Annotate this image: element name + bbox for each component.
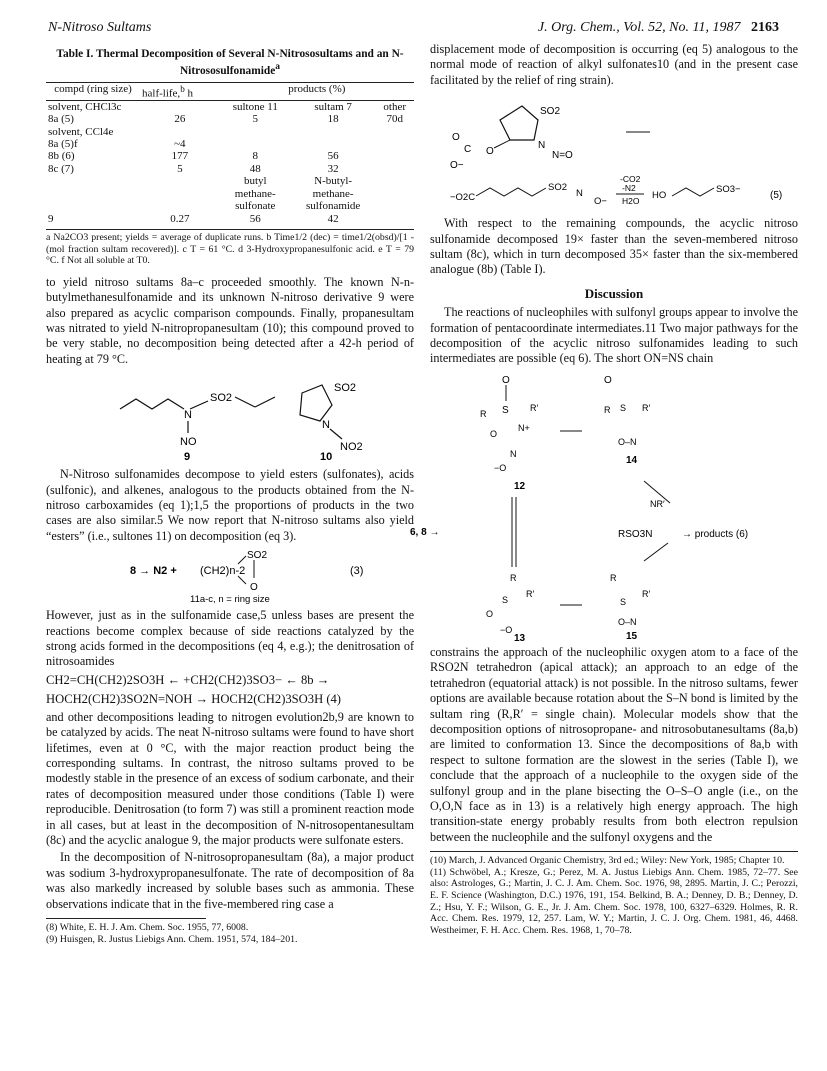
running-title: N-Nitroso Sultams	[48, 20, 152, 35]
eq-text: 8 → N2 +	[130, 565, 177, 578]
atom-label: O	[486, 146, 494, 158]
table-row	[46, 126, 414, 138]
table-cell: 56	[327, 150, 339, 163]
atom-label: HO	[652, 190, 667, 202]
table-cell: methane-	[234, 187, 276, 200]
atom-label: O	[502, 374, 510, 386]
right-column	[410, 42, 798, 936]
table-cell	[375, 126, 414, 138]
table-cell	[375, 188, 414, 200]
table-row	[46, 100, 414, 113]
footnote-9: (9) Huisgen, R. Justus Liebigs Ann. Chem. 1951, 574, 184–201.	[46, 933, 298, 945]
table-cell	[291, 126, 376, 138]
atom-label: SO2	[548, 182, 568, 194]
eq-text: H2O	[622, 196, 640, 207]
footnote-8: (8) White, E. H. J. Am. Chem. Soc. 1955, 77, 6008.	[46, 922, 249, 934]
atom-label: S	[502, 404, 509, 416]
table-cell: 8c (7)	[48, 162, 74, 175]
compound-number: 10	[320, 451, 333, 464]
table-cell	[46, 175, 140, 187]
atom-label: −O	[494, 462, 507, 473]
table-cell: 70d	[386, 113, 403, 126]
table-cell: 18	[327, 113, 339, 126]
atom-label: NO	[180, 436, 197, 449]
table-cell: sulfonate	[235, 200, 276, 213]
eq-caption: 11a-c, n = ring size	[190, 594, 270, 606]
eq-text: (CH2)n-2	[200, 565, 246, 578]
compound-number: 14	[626, 454, 638, 466]
footnote-11: (11) Schwöbel, A.; Kresze, G.; Perez, M. A. Justus Liebigs Ann. Chem. 1985, 72–77. See also: Astrologes, G.; Martin, J. C. J. Am. Chem. Soc. 1976, 98, 2895. Martin, J. C.; Perozzi, E. F. Science (Washington, D.C.) 1976, 191, 154. Belkind, B. A.; Denney, D. B.; Denney, D. Z.; Hsu, Y. F.; Wilson, G. E., Jr. J. Am. Chem. Soc. 1978, 100, 6327–6329. Holmes, R. R. Acc. Chem. Res. 1979, 12, 257. Lam, W. Y.; Martin, J. C. J. Org. Chem. 1981, 46, 4468. Westheimer, F. H. Acc. Chem. Res. 1968, 1, 70–78.	[430, 866, 798, 936]
atom-label: −O2C	[450, 192, 476, 204]
table-row	[46, 150, 414, 162]
table-cell: 5	[252, 113, 259, 126]
left-column	[46, 42, 414, 945]
section-heading: Discussion	[584, 285, 644, 301]
table-cell: 8b (6)	[48, 150, 75, 163]
compound-number: 13	[514, 632, 526, 644]
table-cell	[220, 126, 291, 138]
eq-text: → products (6)	[682, 528, 749, 540]
equation-3	[50, 548, 410, 604]
eq-number: (5)	[770, 190, 783, 202]
atom-label: R′	[642, 402, 651, 413]
atom-label: O	[604, 374, 612, 386]
atom-label: O–N	[618, 616, 637, 627]
table-cell	[140, 100, 220, 113]
table-cell: sultone 11	[232, 100, 278, 113]
journal-citation	[538, 20, 779, 36]
table-cell	[46, 200, 140, 212]
atom-label: SO2	[247, 550, 268, 562]
table-cell	[291, 138, 376, 150]
table-cell: N-butyl-	[314, 175, 353, 188]
table-cell	[375, 163, 414, 175]
atom-label: O	[452, 132, 460, 144]
atom-label: R	[480, 408, 487, 419]
table-row	[46, 200, 414, 212]
equation-4-line2: HOCH2(CH2)3SO2N=NOH → HOCH2(CH2)3SO3H (4)	[46, 691, 342, 706]
atom-label: S	[620, 402, 627, 413]
paragraph: However, just as in the sulfonamide case,5 unless bases are present the reactions become complex because of side reactions catalyzed by the strong acids formed in the decompositions (eq 4, e.g.); the denitrosation of nitrosoamides	[46, 608, 414, 669]
table-cell	[140, 188, 220, 200]
atom-label: S	[502, 594, 509, 605]
table-cell: solvent, CHCl3c	[48, 100, 122, 113]
compound-number: 12	[514, 480, 526, 492]
atom-label: N+	[518, 422, 530, 433]
journal-name: J. Org. Chem.,	[537, 20, 620, 35]
table-cell: 32	[327, 162, 339, 175]
eq-text: -CO2	[620, 174, 641, 185]
page-number: 2163	[751, 20, 779, 35]
atom-label: R	[604, 404, 611, 415]
table-header: products (%)	[288, 82, 346, 95]
table-cell	[140, 126, 220, 138]
table-cell: solvent, CCl4e	[48, 125, 114, 138]
atom-label: R	[510, 572, 517, 583]
equation-6	[410, 371, 798, 644]
table-row	[46, 138, 414, 150]
table-cell	[375, 200, 414, 212]
atom-label: C	[464, 144, 472, 156]
atom-label: N=O	[552, 150, 573, 162]
atom-label: S	[620, 596, 627, 607]
atom-label: N	[576, 188, 583, 200]
table-cell: 8	[252, 150, 259, 163]
atom-label: N	[510, 448, 517, 459]
table-row	[46, 188, 414, 200]
atom-label: O–N	[618, 436, 637, 447]
atom-label: R	[610, 572, 617, 583]
table-cell: 56	[249, 212, 261, 225]
atom-label: N	[538, 140, 546, 152]
table-cell: sultam 7	[314, 100, 352, 113]
table-cell: 8a (5)f	[48, 138, 78, 151]
paragraph: to yield nitroso sultams 8a–c proceeded smoothly. The known N-n-butylmethanesulfonamide and its unknown N-nitroso derivative 9 were also prepared as acyclic comparison compounds. Finally, propanesultam was nitrated to yield N-nitropropanesultam (10); this compound proved to be very stable, no decomposition being detected after a 42-h period of heating at 79 °C.	[46, 274, 414, 366]
atom-label: SO3−	[716, 184, 741, 196]
table-cell: 5	[177, 162, 183, 175]
table-cell: 177	[171, 150, 189, 163]
table-cell	[375, 138, 414, 150]
paragraph: In the decomposition of N-nitrosopropanesultam (8a), a major product was sodium 3-hydroxypropanesulfonate. The rate of decomposition of 8a was also markedly increased by soluble bases such as ammonia. These observations indicate that in the five-membered ring case a	[46, 850, 414, 911]
footnote-10: (10) March, J. Advanced Organic Chemistry, 3rd ed.; Wiley: New York, 1985; Chapter 10.	[430, 855, 785, 867]
table-header: half-life,$^b$ h	[142, 83, 194, 100]
table-cell: butyl	[243, 175, 267, 188]
table-cell	[375, 150, 414, 162]
table-footnote: a Na2CO3 present; yields = average of duplicate runs. b Time1/2 (dec) = time1/2(obsd)/[1 - (mol fraction sultam recovered)]. c T = 61 °C. d 3-Hydroxypropanesulfonic acid. e T = 79 °C. f Not all soluble at T0.	[46, 229, 414, 267]
table-row	[46, 213, 414, 225]
paragraph: and other decompositions leading to nitrogen evolution2b,9 are known to be catalyzed by acids. The neat N-nitroso sultams were found to have short lifetimes, even at 0 °C, with the major reaction product being the corresponding sultams. In contrast, the nitroso sultams proved to be modestly stable in the presence of an excess of sodium carbonate, and their rates of decomposition measured under those conditions (Table I) were reproducible. Denitrosation (to form 7) was still a prominent reaction mode in all cases, but at least in the decomposition of N-nitrosopentanesultam (8c) and the acyclic analogue 9, the major products were sulfonate esters.	[46, 709, 414, 848]
atom-label: O	[486, 608, 494, 619]
atom-label: R′	[526, 588, 535, 599]
paragraph: constrains the approach of the nucleophilic oxygen atom to a face of the RSO2N tetrahedron (apical attack); an approach to an edge of the tetrahedron (equatorial attack) is not possible. In the nitroso sultams, fewer options are available because rotation about the S–N bond is limited by the sultam ring (R,R′ = single chain). Molecular models show that the decomposition options of nitrosopropane- and nitrosobutanesultams (8a,b) are limited to conformation 13. Since the decompositions of 8a,b with respect to sultone formation are the slowest in the series (Table I), we conclude that the approach of a nucleophile to the oxygen side of the sulfonyl group and in the plane bisecting the O–S–O angle (i.e., on the O,O,N face as in 13) is a relatively high energy approach. The high transition-state energy probably results from both electron repulsion between the nucleophile and the sulfonyl oxygens and the	[430, 644, 798, 844]
table-row	[46, 113, 414, 125]
table-cell: 9	[48, 212, 54, 225]
paragraph: With respect to the remaining compounds, the acyclic nitroso sulfonamide decomposed 19× faster than the seven-membered nitroso sultam (8c), which in turn decomposed 35× faster than the six-membered analogue (8b) (Table I).	[430, 216, 798, 277]
atom-label: N	[184, 409, 192, 422]
atom-label: SO2	[334, 382, 357, 395]
table-cell	[375, 175, 414, 187]
atom-label: N	[322, 419, 330, 432]
eq-text: -N2	[622, 183, 636, 194]
atom-label: −O	[500, 624, 513, 635]
atom-label: R′	[530, 402, 539, 413]
table-cell: methane-	[312, 187, 354, 200]
table-cell	[220, 138, 291, 150]
paragraph: displacement mode of decomposition is occurring (eq 5) analogous to the normal mode of reaction of alkyl sulfonates10 (and in the present case facilitated by the relief of ring strain).	[430, 42, 798, 87]
atom-label: SO2	[540, 106, 561, 118]
table-cell: 26	[174, 113, 186, 126]
table-caption: Table I. Thermal Decomposition of Several N-Nitrososultams and an N-Nitrososulfonamide$^a$	[56, 48, 404, 77]
compound-number: 9	[184, 451, 191, 464]
atom-label: R′	[642, 588, 651, 599]
atom-label: NO2	[340, 441, 363, 454]
table-cell: 0.27	[170, 212, 190, 225]
atom-label: RSO3N	[618, 528, 653, 540]
table-cell: 42	[327, 212, 339, 225]
table-cell: ~4	[174, 138, 186, 151]
atom-label: O−	[594, 196, 607, 208]
table-1	[46, 82, 414, 225]
table-cell	[375, 213, 414, 225]
atom-label: NR′	[650, 498, 665, 509]
equation-4-line1: CH2=CH(CH2)2SO3H ← +CH2(CH2)3SO3− ← 8b →	[46, 672, 330, 687]
atom-label: O−	[450, 160, 464, 172]
table-row	[46, 163, 414, 175]
atom-label: SO2	[210, 392, 233, 405]
structures-9-10	[50, 371, 410, 463]
table-cell: sulfonamide	[305, 200, 361, 213]
paragraph: N-Nitroso sulfonamides decompose to yield esters (sulfonates), acids (sulfonic), and alkenes, analogous to the products obtained from the N-nitroso carboxamides (eq 1);1,5 the proportions of products in the two cases are also similar.5 We now report that N-nitroso sultams also yield “esters” (i.e., sultones 11) on decomposition (eq 3).	[46, 467, 414, 543]
equation-5	[430, 92, 798, 212]
table-cell	[140, 175, 220, 187]
paragraph: The reactions of nucleophiles with sulfonyl groups appear to involve the formation of pentacoordinate intermediates.11 Two major pathways for the decomposition of the acyclic nitroso sulfonamides leading to such intermediates are possible (eq 6). The short ON=NS chain	[430, 305, 798, 366]
table-cell: other	[383, 100, 407, 113]
table-cell: 8a (5)	[48, 113, 74, 126]
table-row	[46, 175, 414, 187]
table-header: compd (ring size)	[54, 82, 132, 95]
eq-text: 6, 8 →	[410, 526, 440, 538]
journal-volume: Vol. 52, No. 11, 1987	[623, 20, 741, 35]
table-cell	[140, 200, 220, 212]
table-cell	[46, 188, 140, 200]
table-cell: 48	[249, 162, 261, 175]
eq-number: (3)	[350, 565, 364, 578]
atom-label: O	[250, 582, 258, 594]
atom-label: O	[490, 428, 498, 439]
compound-number: 15	[626, 630, 638, 642]
